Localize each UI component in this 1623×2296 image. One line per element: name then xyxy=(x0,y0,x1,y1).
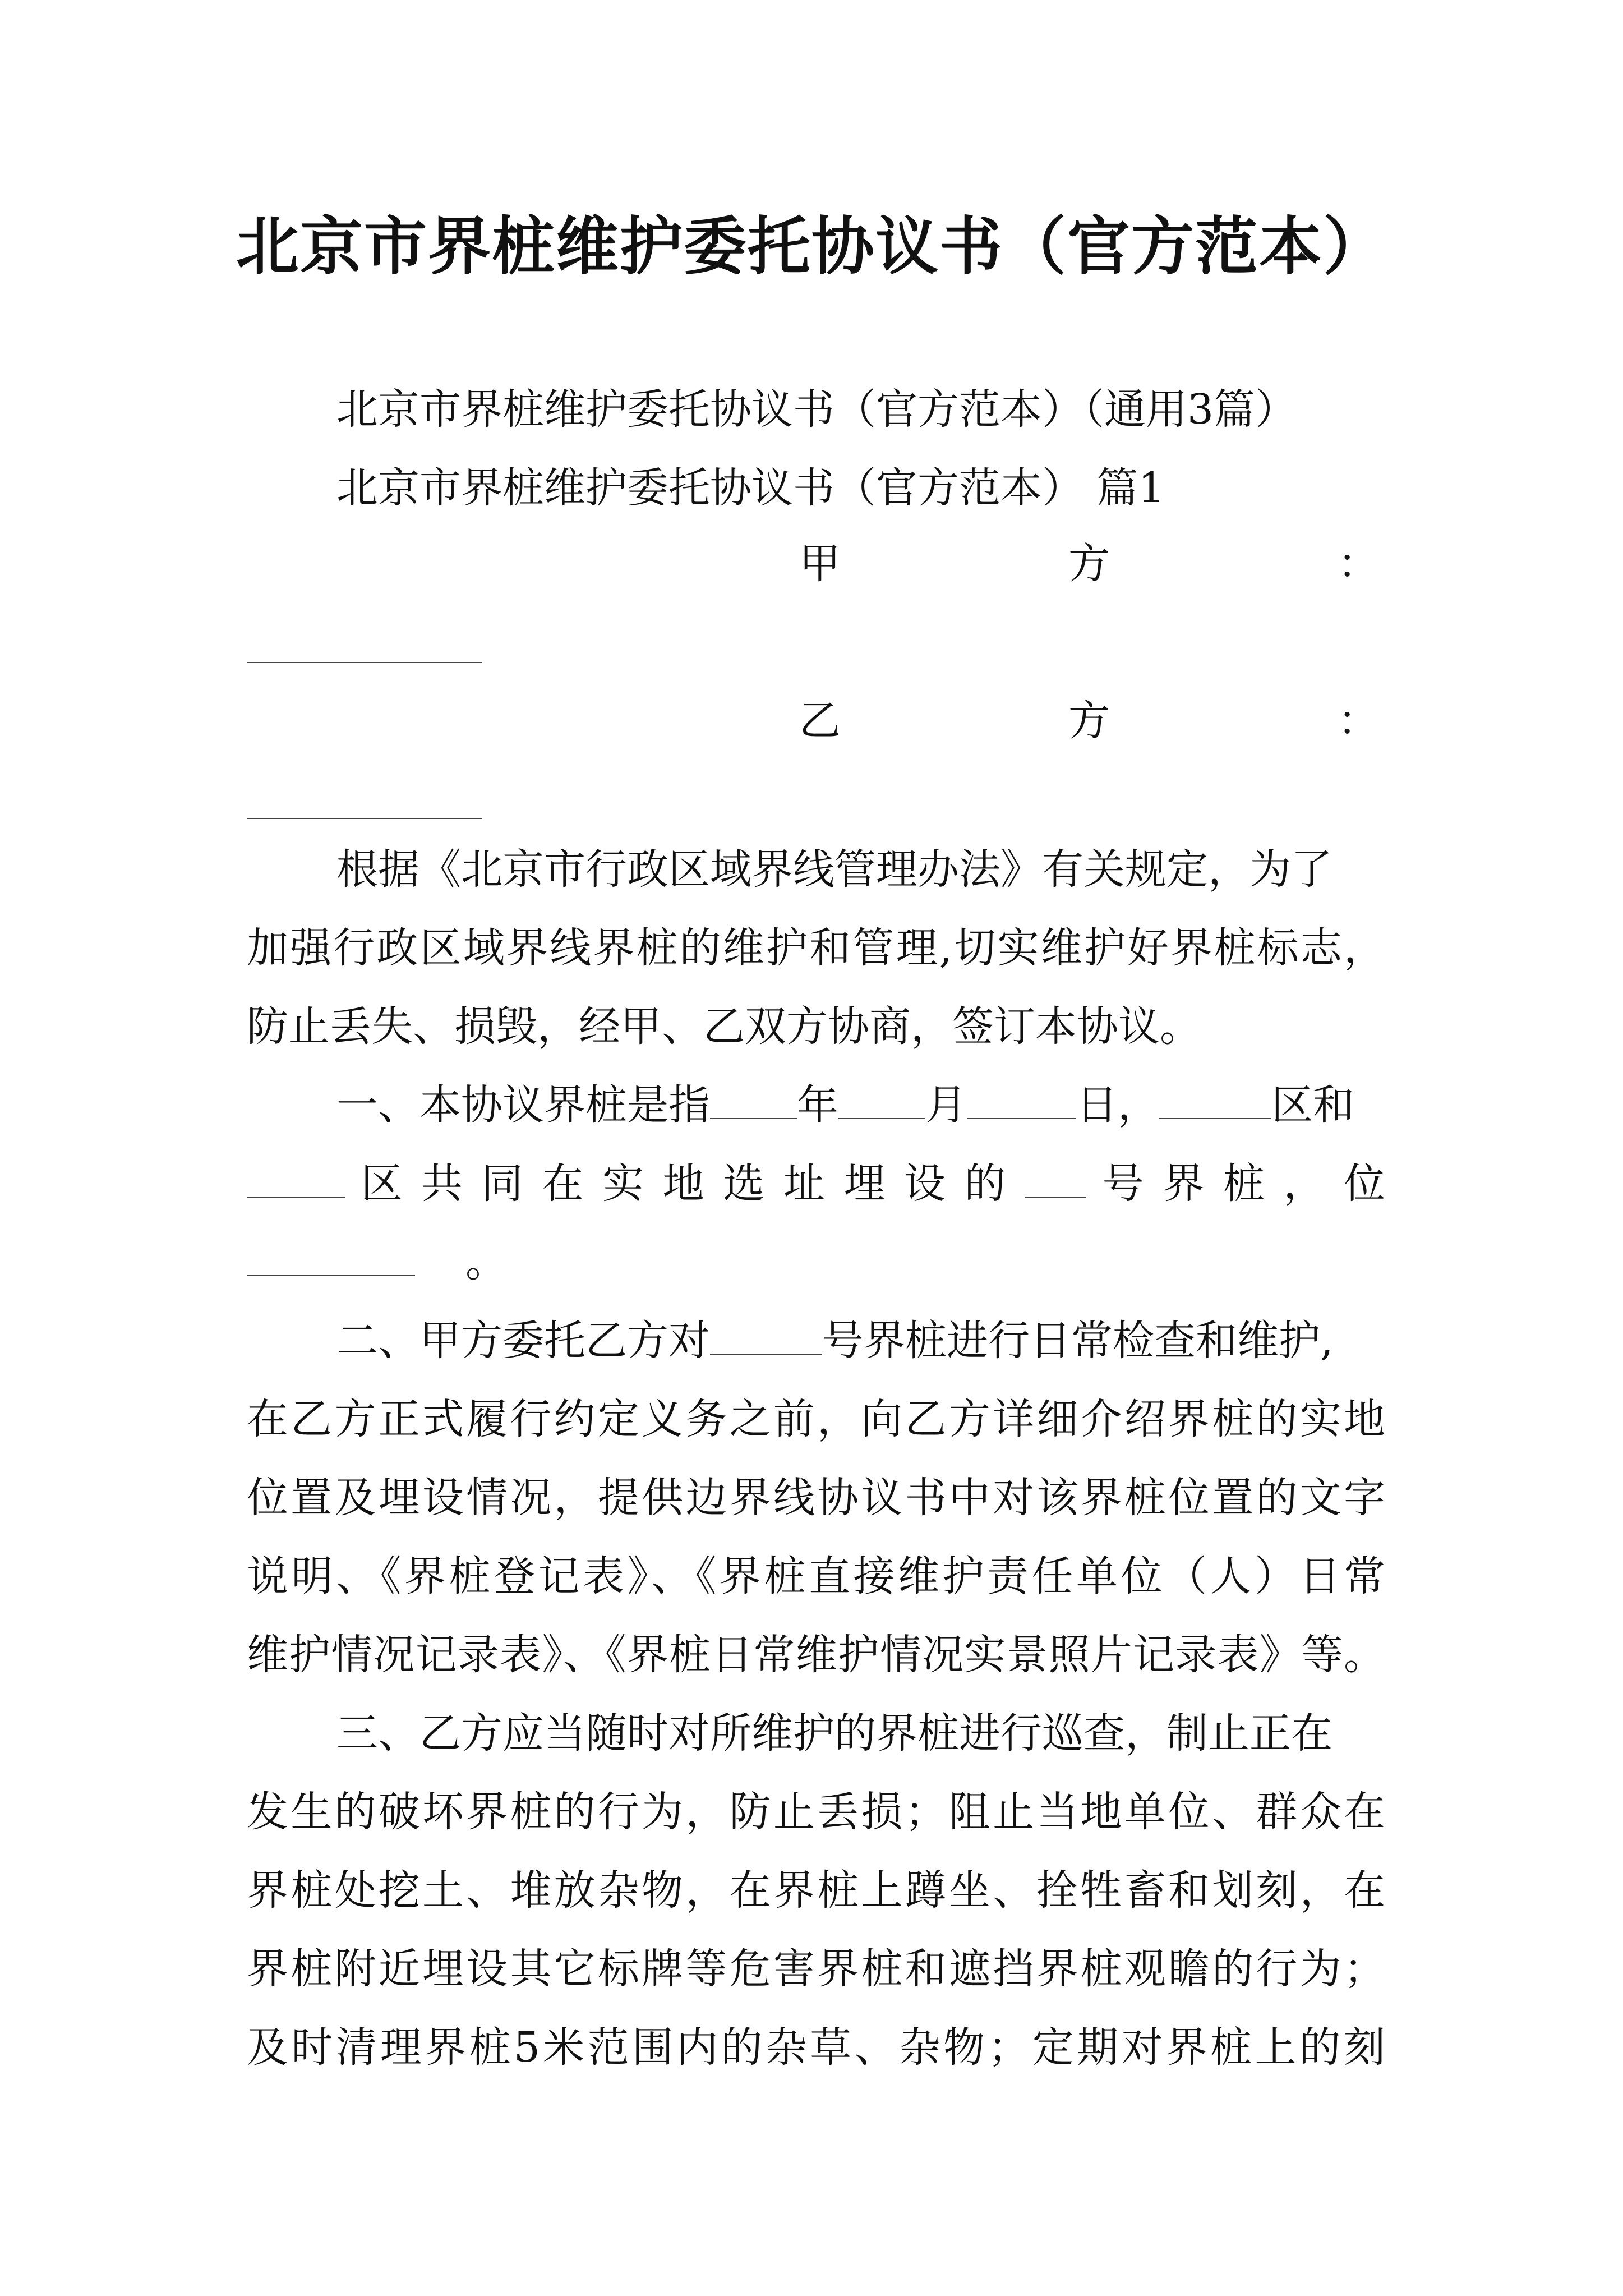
clause1-line-1 xyxy=(336,1083,1354,1128)
clause3-line-5: 及时清理界桩5米范围内的杂草、杂物；定期对界桩上的刻 xyxy=(247,2023,1385,2072)
clause2-text-b: 号界桩进行日常检查和维护, xyxy=(822,1317,1334,1365)
clause1-word: 界 xyxy=(1163,1159,1207,1208)
clause1-text-month: 月 xyxy=(925,1081,967,1129)
clause1-word: 的 xyxy=(964,1159,1009,1208)
clause1-text-day: 日， xyxy=(1076,1081,1159,1129)
clause1-end: 。 xyxy=(465,1238,507,1286)
clause1-word: 桩 xyxy=(1223,1159,1267,1208)
clause1-word: 同 xyxy=(481,1159,526,1208)
clause2-line-2: 在乙方正式履行约定义务之前，向乙方详细介绍界桩的实地 xyxy=(247,1395,1385,1443)
location-blank xyxy=(247,1242,415,1276)
party-a-colon: ： xyxy=(1338,540,1379,588)
clause2-line-1 xyxy=(336,1318,1334,1364)
party-b-char-1: 乙 xyxy=(799,697,841,745)
clause1-word: 位 xyxy=(1344,1159,1386,1208)
district-blank-1 xyxy=(1159,1085,1271,1119)
clause2-stake-blank xyxy=(710,1320,822,1355)
clause1-word: 号 xyxy=(1102,1159,1147,1208)
stake-number-blank xyxy=(1025,1163,1086,1198)
clause1-word: 共 xyxy=(421,1159,466,1208)
clause1-word: 选 xyxy=(723,1159,768,1208)
clause1-word: ， xyxy=(1283,1159,1328,1208)
clause2-text-a: 二、甲方委托乙方对 xyxy=(336,1317,710,1365)
clause1-word: 区 xyxy=(361,1159,405,1208)
intro-line-1: 根据《北京市行政区域界线管理办法》有关规定，为了 xyxy=(336,845,1332,894)
document-subtitle: 北京市界桩维护委托协议书（官方范本）（通用3篇） xyxy=(336,385,1297,434)
party-a-char-1: 甲 xyxy=(799,540,841,588)
clause3-line-2: 发生的破坏界桩的行为，防止丢损；阻止当地单位、群众在 xyxy=(247,1788,1385,1836)
year-blank xyxy=(710,1085,797,1119)
clause1-text-a: 一、本协议界桩是指 xyxy=(336,1081,710,1129)
clause1-text-district: 区和 xyxy=(1271,1081,1354,1129)
clause1-word: 实 xyxy=(602,1159,647,1208)
party-b-fill-line xyxy=(247,818,482,819)
day-blank xyxy=(967,1085,1076,1119)
party-b-char-2: 方 xyxy=(1068,697,1110,745)
clause1-line-2 xyxy=(247,1161,1385,1207)
party-b-colon: ： xyxy=(1338,697,1379,745)
clause1-line-3 xyxy=(247,1240,507,1285)
clause1-word: 设 xyxy=(903,1159,948,1208)
clause2-line-3: 位置及埋设情况，提供边界线协议书中对该界桩位置的文字 xyxy=(247,1474,1385,1522)
clause2-line-5: 维护情况记录表》、《界桩日常维护情况实景照片记录表》等。 xyxy=(247,1631,1385,1679)
clause3-line-1: 三、乙方应当随时对所维护的界桩进行巡查，制止正在 xyxy=(336,1709,1332,1757)
clause3-line-3: 界桩处挖土、堆放杂物，在界桩上蹲坐、拴牲畜和划刻，在 xyxy=(247,1866,1385,1915)
party-a-char-2: 方 xyxy=(1068,540,1110,588)
clause1-word: 址 xyxy=(783,1159,828,1208)
intro-line-3: 防止丢失、损毁，经甲、乙双方协商，签订本协议。 xyxy=(247,1002,1201,1051)
district-blank-2 xyxy=(247,1163,345,1198)
document-title: 北京市界桩维护委托协议书（官方范本） xyxy=(236,210,1387,283)
section-heading: 北京市界桩维护委托协议书（官方范本） 篇1 xyxy=(336,464,1165,512)
clause1-text-year: 年 xyxy=(797,1081,838,1129)
clause1-word: 在 xyxy=(542,1159,587,1208)
clause1-word: 地 xyxy=(662,1159,707,1208)
clause3-line-4: 界桩附近埋设其它标牌等危害界桩和遮挡界桩观瞻的行为； xyxy=(247,1945,1385,1993)
intro-line-2: 加强行政区域界线界桩的维护和管理,切实维护好界桩标志， xyxy=(247,924,1385,972)
clause1-word: 埋 xyxy=(843,1159,888,1208)
clause2-line-4: 说明、《界桩登记表》、《界桩直接维护责任单位（人）日常 xyxy=(247,1552,1385,1600)
party-a-fill-line xyxy=(247,662,482,663)
month-blank xyxy=(838,1085,925,1119)
